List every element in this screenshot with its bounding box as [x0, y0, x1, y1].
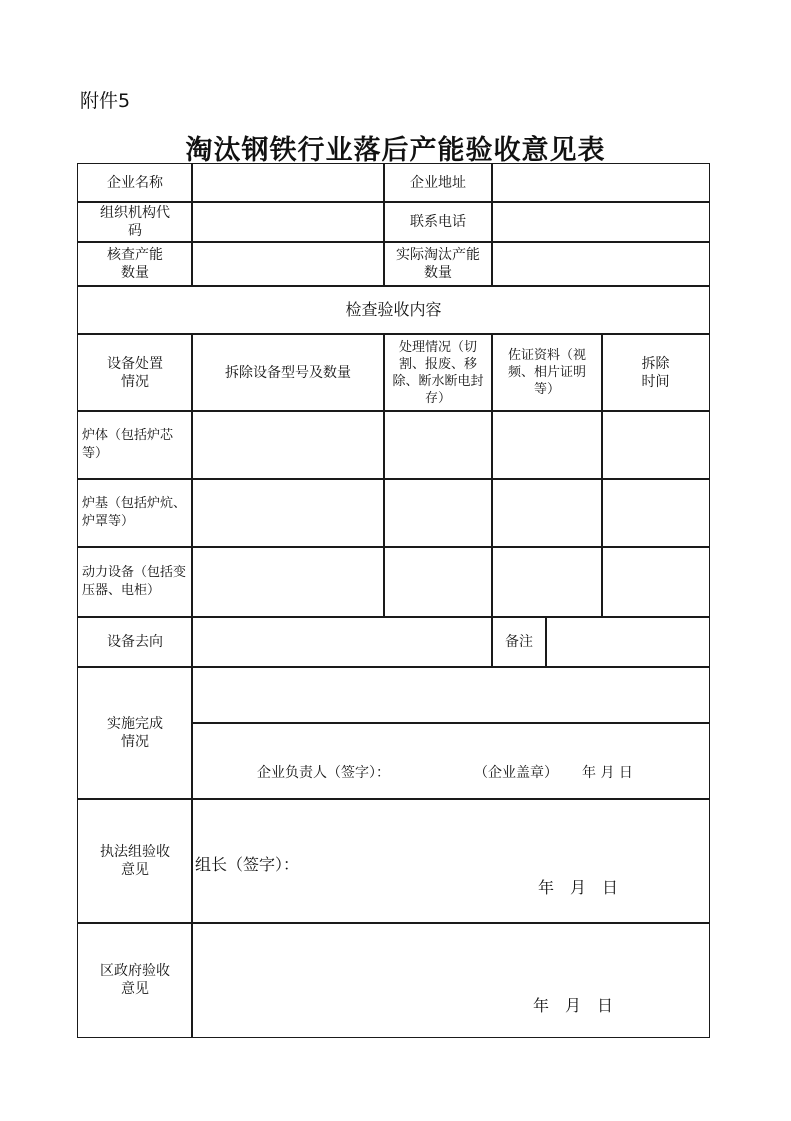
label-company-address: 企业地址 [383, 163, 493, 203]
completion-sign-area[interactable] [191, 722, 710, 800]
cell-furnace-body-evidence[interactable] [491, 410, 603, 480]
cell-furnace-base-time[interactable] [601, 478, 710, 548]
cell-furnace-body-time[interactable] [601, 410, 710, 480]
district-date: 年 月 日 [533, 996, 614, 1015]
completion-signature-label: 企业负责人（签字）： [257, 765, 390, 781]
label-destination: 设备去向 [77, 616, 193, 668]
section-inspection-content: 检查验收内容 [77, 285, 710, 335]
field-actual-capacity[interactable] [491, 241, 710, 287]
cell-furnace-body-model[interactable] [191, 410, 385, 480]
header-handling: 处理情况（切割、报废、移除、断水断电封存） [383, 333, 493, 412]
header-equipment: 设备处置情况 [77, 333, 193, 412]
cell-furnace-body-handling[interactable] [383, 410, 493, 480]
label-actual-capacity: 实际淘汰产能数量 [383, 241, 493, 287]
field-org-code[interactable] [191, 201, 385, 243]
label-company-name: 企业名称 [77, 163, 193, 203]
cell-furnace-base-model[interactable] [191, 478, 385, 548]
field-company-name[interactable] [191, 163, 385, 203]
attachment-label: 附件5 [80, 90, 131, 112]
cell-furnace-base-evidence[interactable] [491, 478, 603, 548]
label-verified-capacity: 核查产能数量 [77, 241, 193, 287]
label-phone: 联系电话 [383, 201, 493, 243]
label-district: 区政府验收意见 [77, 922, 193, 1038]
label-enforcement: 执法组验收意见 [77, 798, 193, 924]
cell-power-time[interactable] [601, 546, 710, 618]
row-label-furnace-base: 炉基（包括炉炕、炉罩等） [77, 478, 193, 548]
label-completion: 实施完成情况 [77, 666, 193, 800]
field-destination[interactable] [191, 616, 493, 668]
label-remarks: 备注 [491, 616, 547, 668]
row-label-power-equipment: 动力设备（包括变压器、电柜） [77, 546, 193, 618]
label-org-code: 组织机构代码 [77, 201, 193, 243]
header-model-qty: 拆除设备型号及数量 [191, 333, 385, 412]
cell-furnace-base-handling[interactable] [383, 478, 493, 548]
field-company-address[interactable] [491, 163, 710, 203]
field-phone[interactable] [491, 201, 710, 243]
header-removal-time: 拆除时间 [601, 333, 710, 412]
cell-power-model[interactable] [191, 546, 385, 618]
cell-power-handling[interactable] [383, 546, 493, 618]
leader-signature-label: 组长（签字）： [195, 855, 300, 874]
header-evidence: 佐证资料（视频、相片证明等） [491, 333, 603, 412]
company-seal-label: （企业盖章） [474, 765, 558, 781]
cell-power-evidence[interactable] [491, 546, 603, 618]
row-label-furnace-body: 炉体（包括炉芯等） [77, 410, 193, 480]
enforcement-date: 年 月 日 [538, 878, 619, 897]
completion-date: 年 月 日 [582, 765, 633, 781]
field-district[interactable] [191, 922, 710, 1038]
field-verified-capacity[interactable] [191, 241, 385, 287]
field-remarks[interactable] [545, 616, 710, 668]
form-title: 淘汰钢铁行业落后产能验收意见表 [185, 135, 606, 166]
field-completion-details[interactable] [191, 666, 710, 724]
